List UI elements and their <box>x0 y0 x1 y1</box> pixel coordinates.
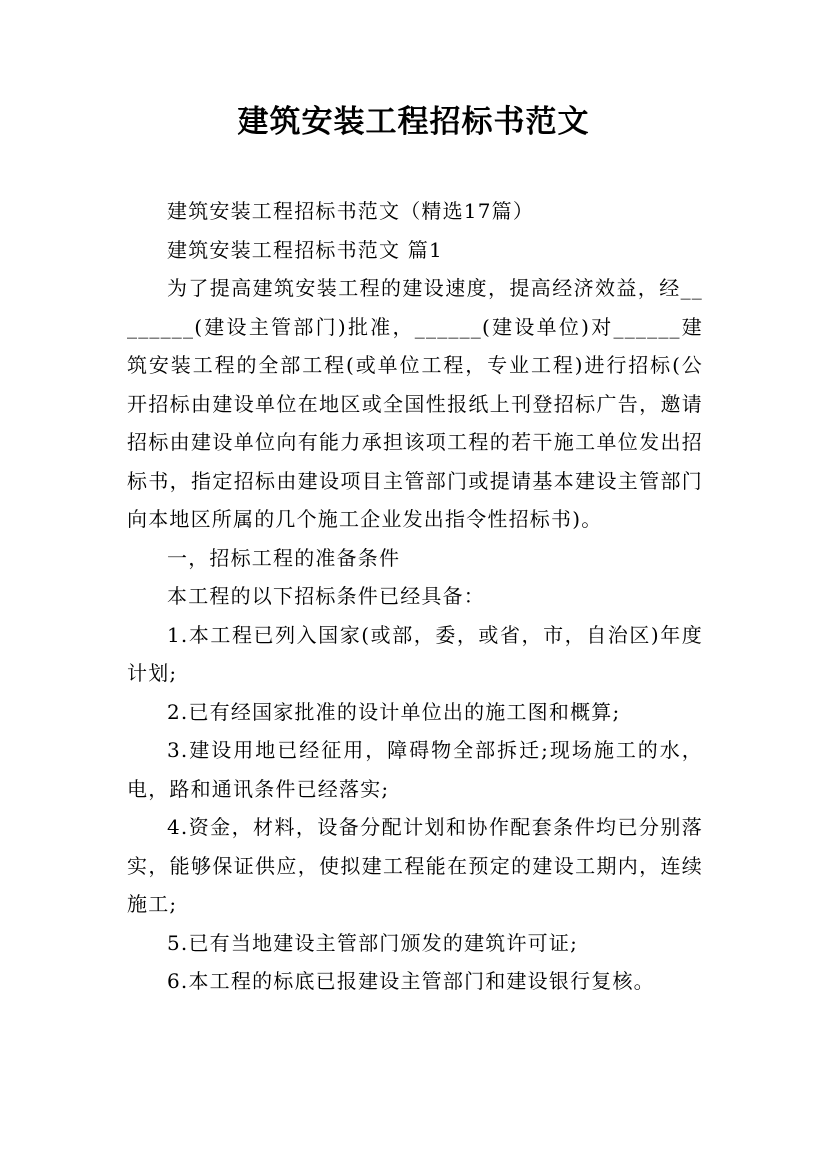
list-item-3: 3.建设用地已经征用，障碍物全部拆迁;现场施工的水，电，路和通讯条件已经落实; <box>127 738 703 801</box>
paragraph-intro: 为了提高建筑安装工程的建设速度，提高经济效益，经________(建设主管部门)批准，______(建设单位)对______建筑安装工程的全部工程(或单位工程，专业工程)进行招标(公开招标由建设单位在地区或全国性报纸上刊登招标广告，邀请招标由建设单位向有能力承担该项工程的若干施工单位发出招标书，指定招标由建设项目主管部门或提请基本建设主管部门向本地区所属的几个施工企业发出指令性招标书)。 <box>127 276 703 531</box>
paragraph-subtitle: 建筑安装工程招标书范文（精选17篇） <box>167 199 535 223</box>
document-title: 建筑安装工程招标书范文 <box>237 104 590 140</box>
list-item-6: 6.本工程的标底已报建设主管部门和建设银行复核。 <box>167 969 655 993</box>
paragraph-heading-conditions: 一，招标工程的准备条件 <box>167 545 401 570</box>
list-item-1: 1.本工程已列入国家(或部，委，或省，市，自治区)年度计划; <box>127 622 703 685</box>
paragraph-section-heading: 建筑安装工程招标书范文 篇1 <box>167 237 443 262</box>
list-item-4: 4.资金，材料，设备分配计划和协作配套条件均已分别落实，能够保证供应，使拟建工程能在预定的建设工期内，连续施工; <box>127 815 703 916</box>
document-body <box>127 192 703 1001</box>
list-item-5: 5.已有当地建设主管部门颁发的建筑许可证; <box>167 930 579 955</box>
paragraph-conditions-lead: 本工程的以下招标条件已经具备： <box>167 584 485 608</box>
list-item-2: 2.已有经国家批准的设计单位出的施工图和概算; <box>167 699 621 724</box>
